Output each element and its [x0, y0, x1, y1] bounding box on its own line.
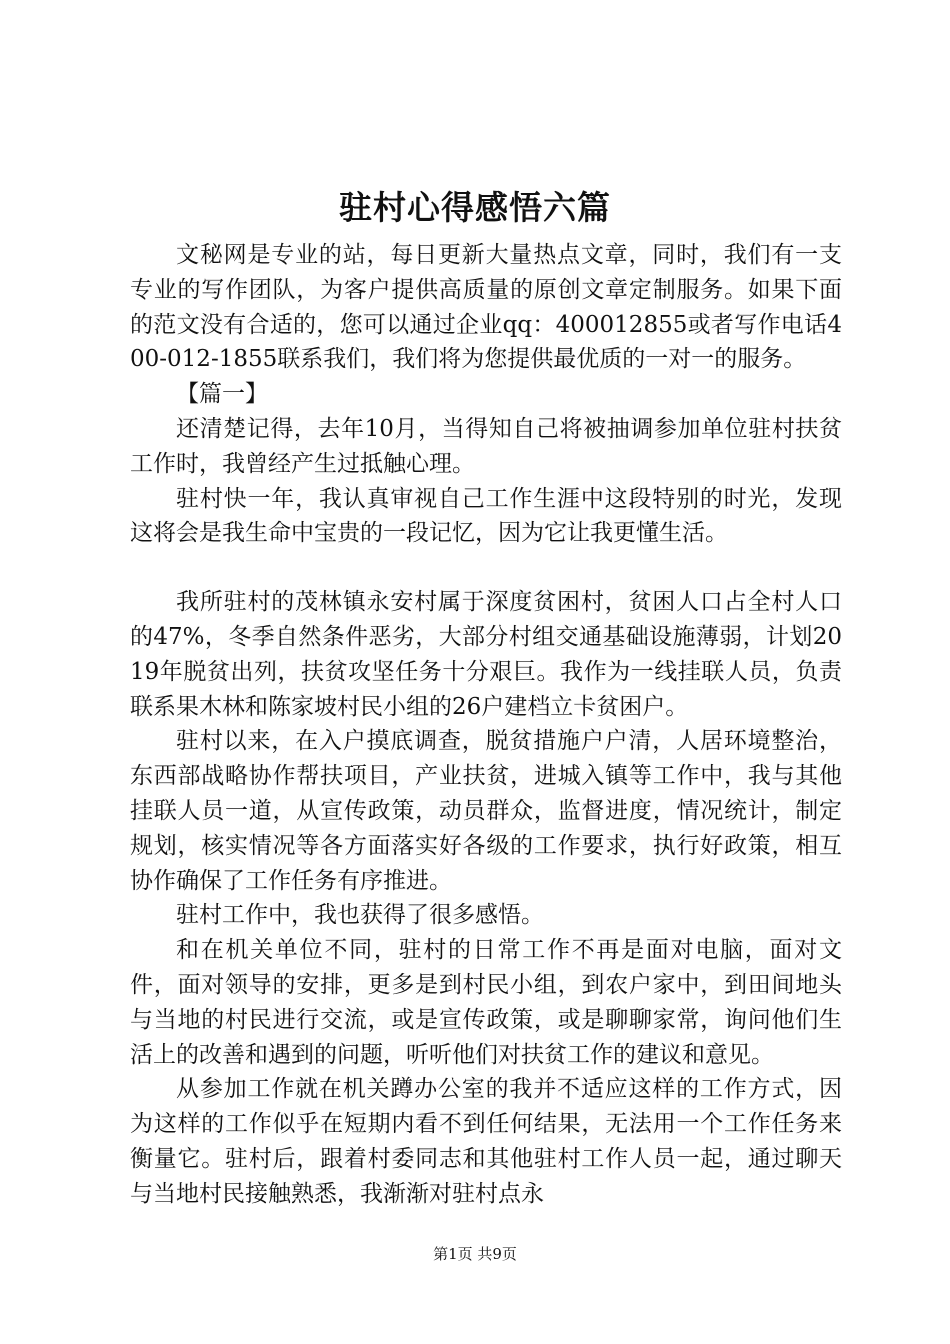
document-title: 驻村心得感悟六篇	[339, 188, 611, 227]
intro-paragraph: 文秘网是专业的站，每日更新大量热点文章，同时，我们有一支专业的写作团队，为客户提供高质量的原创文章定制服务。如果下面的范文没有合适的，您可以通过企业qq：400012855或者写作电话400-012-1855联系我们，我们将为您提供最优质的一对一的服务。	[130, 242, 842, 373]
body-paragraph: 我所驻村的茂林镇永安村属于深度贫困村，贫困人口占全村人口的47%，冬季自然条件恶劣，大部分村组交通基础设施薄弱，计划2019年脱贫出列，扶贫攻坚任务十分艰巨。我作为一线挂联人员，负责联系果木林和陈家坡村民小组的26户建档立卡贫困户。	[130, 589, 842, 720]
body-paragraph: 还清楚记得，去年10月，当得知自己将被抽调参加单位驻村扶贫工作时，我曾经产生过抵触心理。	[130, 415, 842, 477]
page-number-footer: 第1页 共9页	[433, 1245, 517, 1263]
body-paragraph: 和在机关单位不同，驻村的日常工作不再是面对电脑，面对文件，面对领导的安排，更多是到村民小组，到农户家中，到田间地头与当地的村民进行交流，或是宣传政策，或是聊聊家常，询问他们生活上的改善和遇到的问题，听听他们对扶贫工作的建议和意见。	[130, 937, 842, 1068]
body-paragraph: 驻村快一年，我认真审视自己工作生涯中这段特别的时光，发现这将会是我生命中宝贵的一段记忆，因为它让我更懂生活。	[130, 485, 842, 547]
body-paragraph: 从参加工作就在机关蹲办公室的我并不适应这样的工作方式，因为这样的工作似乎在短期内看不到任何结果，无法用一个工作任务来衡量它。驻村后，跟着村委同志和其他驻村工作人员一起，通过聊天与当地村民接触熟悉，我渐渐对驻村点永	[130, 1076, 842, 1207]
document-body	[130, 238, 842, 1212]
body-paragraph: 驻村以来，在入户摸底调查，脱贫措施户户清，人居环境整治，东西部战略协作帮扶项目，产业扶贫，进城入镇等工作中，我与其他挂联人员一道，从宣传政策，动员群众，监督进度，情况统计，制定规划，核实情况等各方面落实好各级的工作要求，执行好政策，相互协作确保了工作任务有序推进。	[130, 728, 842, 894]
section-heading: 【篇一】	[176, 381, 268, 408]
body-paragraph: 驻村工作中，我也获得了很多感悟。	[176, 902, 544, 929]
